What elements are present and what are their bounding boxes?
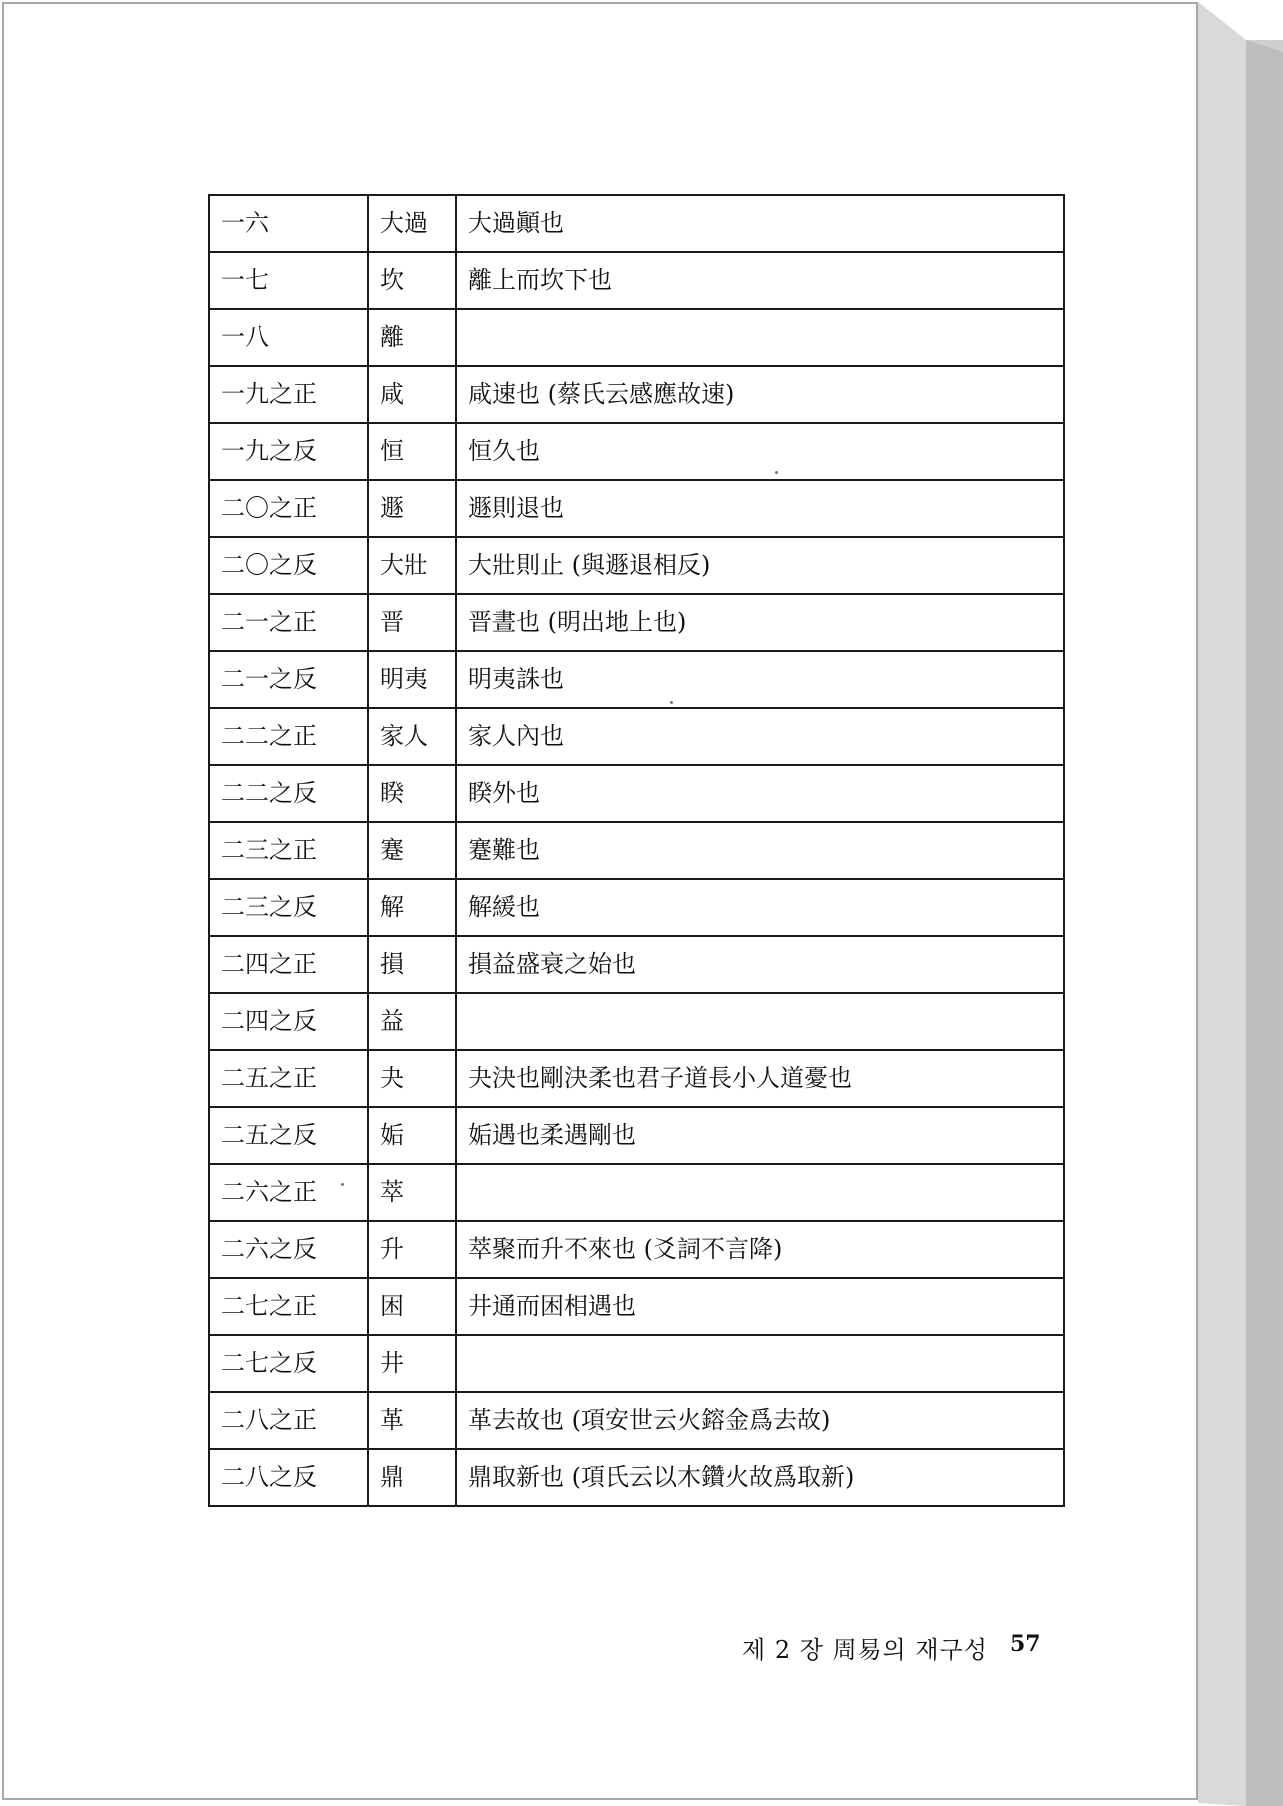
commentary-cell: 睽外也 [456, 765, 1064, 822]
table-row [209, 822, 1064, 879]
table-row [209, 537, 1064, 594]
table-row [209, 1107, 1064, 1164]
commentary-cell [456, 309, 1064, 366]
hexagram-name-cell: 遯 [368, 480, 456, 537]
row-number-cell: 二三之反 [209, 879, 368, 936]
commentary-cell: 損益盛衰之始也 [456, 936, 1064, 993]
commentary-cell: 鼎取新也 (項氏云以木鑽火故爲取新) [456, 1449, 1064, 1506]
table-row [209, 1278, 1064, 1335]
row-number-cell: 二四之正 [209, 936, 368, 993]
commentary-cell: 離上而坎下也 [456, 252, 1064, 309]
commentary-cell: 萃聚而升不來也 (爻詞不言降) [456, 1221, 1064, 1278]
page-edge-shadow [1198, 0, 1283, 1806]
row-number-cell: 一七 [209, 252, 368, 309]
commentary-cell [456, 1335, 1064, 1392]
row-number-cell: 二七之反 [209, 1335, 368, 1392]
row-number-cell: 二七之正 [209, 1278, 368, 1335]
table-row [209, 879, 1064, 936]
table-row [209, 594, 1064, 651]
row-number-cell: 二二之正 [209, 708, 368, 765]
hexagram-name-cell: 家人 [368, 708, 456, 765]
commentary-cell: 恒久也 [456, 423, 1064, 480]
commentary-cell: 蹇難也 [456, 822, 1064, 879]
commentary-cell: 遯則退也 [456, 480, 1064, 537]
table-row [209, 993, 1064, 1050]
commentary-cell: 姤遇也柔遇剛也 [456, 1107, 1064, 1164]
table-row [209, 309, 1064, 366]
row-number-cell: 二六之正 [209, 1164, 368, 1221]
table-row [209, 1221, 1064, 1278]
row-number-cell: 二一之正 [209, 594, 368, 651]
hexagram-name-cell: 夬 [368, 1050, 456, 1107]
table-row [209, 480, 1064, 537]
hexagram-name-cell: 姤 [368, 1107, 456, 1164]
commentary-cell: 解緩也 [456, 879, 1064, 936]
hexagram-name-cell: 咸 [368, 366, 456, 423]
commentary-cell: 革去故也 (項安世云火鎔金爲去故) [456, 1392, 1064, 1449]
hexagram-name-cell: 大壯 [368, 537, 456, 594]
hexagram-name-cell: 晋 [368, 594, 456, 651]
row-number-cell: 二八之反 [209, 1449, 368, 1506]
row-number-cell: 一九之正 [209, 366, 368, 423]
row-number-cell: 二二之反 [209, 765, 368, 822]
hexagram-name-cell: 萃 [368, 1164, 456, 1221]
hexagram-name-cell: 明夷 [368, 651, 456, 708]
table-row [209, 936, 1064, 993]
hexagram-name-cell: 鼎 [368, 1449, 456, 1506]
hexagram-name-cell: 離 [368, 309, 456, 366]
scan-speck [670, 701, 673, 704]
commentary-cell: 晋晝也 (明出地上也) [456, 594, 1064, 651]
hexagram-name-cell: 益 [368, 993, 456, 1050]
row-number-cell: 二八之正 [209, 1392, 368, 1449]
hexagram-table [208, 194, 1065, 1507]
commentary-cell: 家人內也 [456, 708, 1064, 765]
row-number-cell: 一九之反 [209, 423, 368, 480]
commentary-cell [456, 1164, 1064, 1221]
hexagram-name-cell: 恒 [368, 423, 456, 480]
table-row [209, 195, 1064, 252]
table-row [209, 366, 1064, 423]
page-number: 57 [1010, 1631, 1041, 1657]
table-row [209, 1449, 1064, 1506]
scan-speck [775, 471, 778, 474]
table-row [209, 423, 1064, 480]
table-row [209, 1392, 1064, 1449]
commentary-cell: 大過顚也 [456, 195, 1064, 252]
commentary-cell: 夬決也剛決柔也君子道長小人道憂也 [456, 1050, 1064, 1107]
hexagram-name-cell: 坎 [368, 252, 456, 309]
row-number-cell: 二五之正 [209, 1050, 368, 1107]
hexagram-name-cell: 蹇 [368, 822, 456, 879]
chapter-title: 제 2 장 周易의 재구성 [742, 1636, 988, 1664]
hexagram-name-cell: 損 [368, 936, 456, 993]
row-number-cell: 一八 [209, 309, 368, 366]
row-number-cell: 二六之反 [209, 1221, 368, 1278]
commentary-cell: 明夷誅也 [456, 651, 1064, 708]
hexagram-name-cell: 井 [368, 1335, 456, 1392]
row-number-cell: 二四之反 [209, 993, 368, 1050]
row-number-cell: 一六 [209, 195, 368, 252]
table-row [209, 651, 1064, 708]
commentary-cell [456, 993, 1064, 1050]
commentary-cell: 咸速也 (蔡氏云感應故速) [456, 366, 1064, 423]
row-number-cell: 二五之反 [209, 1107, 368, 1164]
table-row [209, 1164, 1064, 1221]
scan-speck [341, 1183, 344, 1186]
table-row [209, 708, 1064, 765]
commentary-cell: 井通而困相遇也 [456, 1278, 1064, 1335]
hexagram-name-cell: 睽 [368, 765, 456, 822]
commentary-cell: 大壯則止 (與遯退相反) [456, 537, 1064, 594]
hexagram-name-cell: 大過 [368, 195, 456, 252]
hexagram-name-cell: 革 [368, 1392, 456, 1449]
hexagram-name-cell: 升 [368, 1221, 456, 1278]
row-number-cell: 二一之反 [209, 651, 368, 708]
row-number-cell: 二〇之正 [209, 480, 368, 537]
row-number-cell: 二〇之反 [209, 537, 368, 594]
row-number-cell: 二三之正 [209, 822, 368, 879]
table-row [209, 252, 1064, 309]
table-row [209, 1335, 1064, 1392]
table-row [209, 765, 1064, 822]
table-row [209, 1050, 1064, 1107]
hexagram-name-cell: 困 [368, 1278, 456, 1335]
hexagram-name-cell: 解 [368, 879, 456, 936]
